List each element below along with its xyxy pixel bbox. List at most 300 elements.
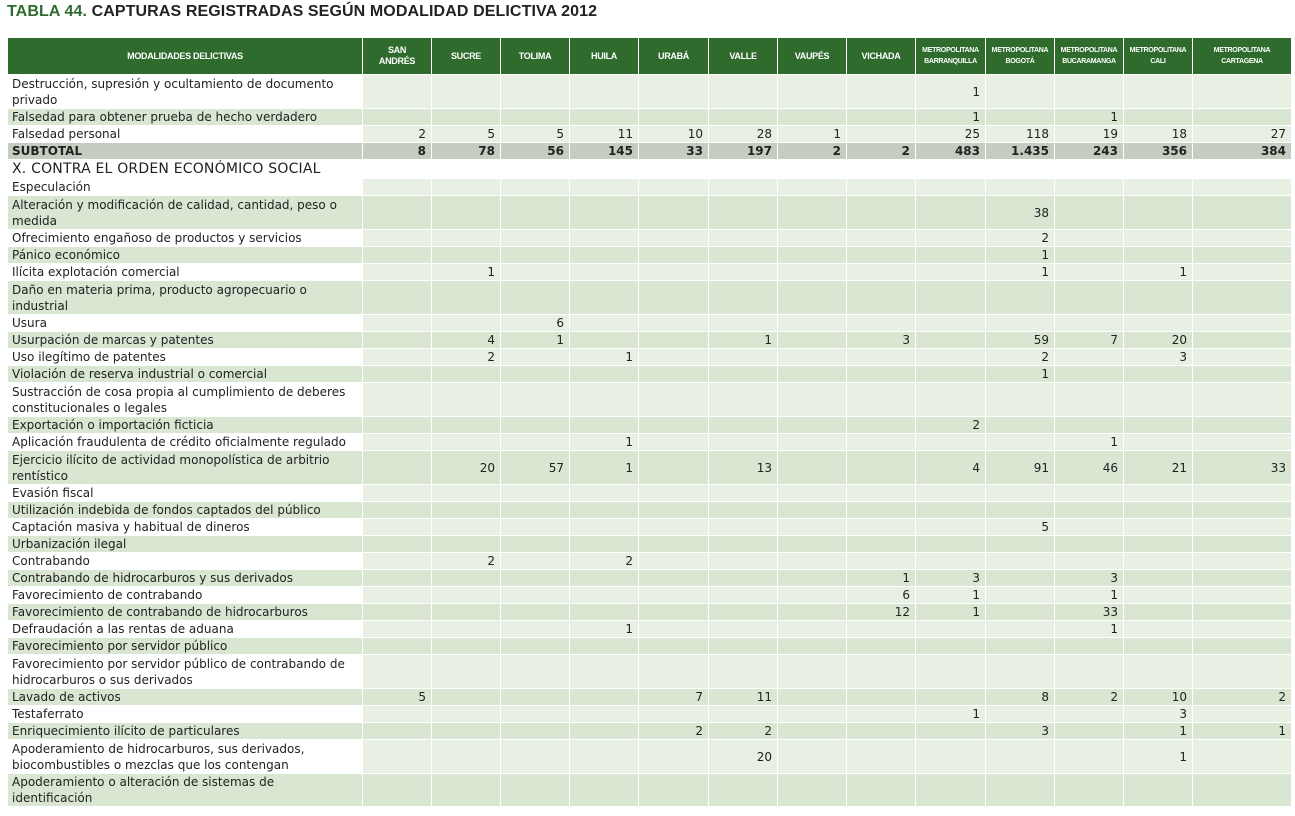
header-text: VAUPÉS <box>794 50 830 61</box>
value-cell <box>501 281 570 315</box>
value-cell <box>1193 230 1292 247</box>
value-cell <box>847 230 916 247</box>
value-cell <box>778 315 847 332</box>
value-cell: 1 <box>1055 434 1124 451</box>
value-cell <box>986 502 1055 519</box>
value-cell <box>1193 383 1292 417</box>
value-cell <box>778 281 847 315</box>
value-cell <box>363 621 432 638</box>
value-cell <box>1193 621 1292 638</box>
value-cell <box>916 638 986 655</box>
value-cell <box>501 264 570 281</box>
value-cell: 2 <box>916 417 986 434</box>
value-cell <box>778 332 847 349</box>
value-cell: 1 <box>778 126 847 143</box>
value-cell <box>1124 485 1193 502</box>
header-text: ANDRÉS <box>378 56 416 66</box>
value-cell <box>639 774 709 807</box>
value-cell <box>986 536 1055 553</box>
value-cell: 1 <box>986 264 1055 281</box>
row-label: Daño en materia prima, producto agropecuario o industrial <box>8 281 363 315</box>
value-cell <box>501 434 570 451</box>
value-cell <box>363 366 432 383</box>
value-cell: 2 <box>570 553 639 570</box>
value-cell <box>778 621 847 638</box>
value-cell: 13 <box>709 451 778 485</box>
value-cell <box>432 366 501 383</box>
row-label: Enriquecimiento ilícito de particulares <box>8 723 363 740</box>
value-cell <box>570 706 639 723</box>
row-label: Favorecimiento por servidor público <box>8 638 363 655</box>
header-col-7 <box>778 38 847 75</box>
table-row <box>8 485 1292 502</box>
value-cell <box>709 502 778 519</box>
value-cell <box>709 366 778 383</box>
value-cell <box>639 451 709 485</box>
value-cell <box>501 196 570 230</box>
table-row <box>8 247 1292 264</box>
header-text: URABÁ <box>658 50 689 61</box>
value-cell <box>1193 706 1292 723</box>
table-body <box>8 75 1292 807</box>
value-cell <box>1055 179 1124 196</box>
value-cell: 2 <box>639 723 709 740</box>
table-row <box>8 75 1292 109</box>
value-cell <box>986 570 1055 587</box>
value-cell: 243 <box>1055 143 1124 160</box>
value-cell <box>986 485 1055 502</box>
table-row <box>8 536 1292 553</box>
value-cell <box>916 723 986 740</box>
value-cell <box>847 536 916 553</box>
value-cell <box>1124 638 1193 655</box>
value-cell <box>986 774 1055 807</box>
value-cell: 1.435 <box>986 143 1055 160</box>
value-cell <box>986 383 1055 417</box>
value-cell <box>363 230 432 247</box>
value-cell <box>709 553 778 570</box>
row-label: Ofrecimiento engañoso de productos y servicios <box>8 230 363 247</box>
table-row <box>8 366 1292 383</box>
value-cell <box>432 536 501 553</box>
value-cell <box>639 434 709 451</box>
value-cell <box>501 536 570 553</box>
table-row <box>8 638 1292 655</box>
value-cell <box>709 774 778 807</box>
value-cell <box>1124 179 1193 196</box>
value-cell <box>778 638 847 655</box>
value-cell <box>1193 75 1292 109</box>
value-cell <box>639 519 709 536</box>
value-cell <box>363 315 432 332</box>
value-cell <box>778 604 847 621</box>
value-cell <box>1124 315 1193 332</box>
value-cell <box>1193 109 1292 126</box>
value-cell <box>639 332 709 349</box>
value-cell <box>639 179 709 196</box>
value-cell <box>1055 536 1124 553</box>
value-cell <box>1124 655 1193 689</box>
row-label: Falsedad personal <box>8 126 363 143</box>
value-cell <box>639 706 709 723</box>
value-cell <box>501 723 570 740</box>
table-row <box>8 196 1292 230</box>
value-cell <box>1193 281 1292 315</box>
value-cell: 118 <box>986 126 1055 143</box>
value-cell <box>570 570 639 587</box>
value-cell <box>1193 604 1292 621</box>
value-cell: 3 <box>847 332 916 349</box>
row-label: Evasión fiscal <box>8 485 363 502</box>
value-cell <box>847 179 916 196</box>
header-text: VICHADA <box>861 50 901 61</box>
value-cell <box>916 230 986 247</box>
value-cell <box>432 604 501 621</box>
value-cell <box>570 417 639 434</box>
value-cell <box>363 281 432 315</box>
table-row <box>8 587 1292 604</box>
value-cell <box>778 655 847 689</box>
value-cell <box>778 230 847 247</box>
value-cell <box>432 519 501 536</box>
header-text: METROPOLITANA <box>1213 47 1271 54</box>
value-cell <box>363 604 432 621</box>
value-cell <box>363 179 432 196</box>
header-col-12 <box>1124 38 1193 75</box>
value-cell: 1 <box>916 706 986 723</box>
header-text: BOGOTÁ <box>1005 58 1035 65</box>
value-cell <box>1055 740 1124 774</box>
value-cell <box>709 196 778 230</box>
row-label: Usurpación de marcas y patentes <box>8 332 363 349</box>
value-cell <box>501 638 570 655</box>
value-cell <box>501 587 570 604</box>
value-cell <box>432 434 501 451</box>
value-cell <box>570 332 639 349</box>
value-cell <box>986 740 1055 774</box>
value-cell: 38 <box>986 196 1055 230</box>
header-text: METROPOLITANA <box>1060 47 1118 54</box>
header-text: TOLIMA <box>518 50 552 61</box>
value-cell <box>432 723 501 740</box>
value-cell <box>363 485 432 502</box>
value-cell: 1 <box>986 247 1055 264</box>
value-cell <box>916 485 986 502</box>
value-cell <box>501 366 570 383</box>
captures-table <box>7 37 1292 807</box>
header-text: HUILA <box>591 50 617 61</box>
value-cell <box>570 281 639 315</box>
value-cell: 11 <box>570 126 639 143</box>
header-text: CALI <box>1150 58 1166 65</box>
value-cell <box>709 417 778 434</box>
value-cell <box>363 706 432 723</box>
value-cell <box>916 655 986 689</box>
value-cell <box>570 604 639 621</box>
value-cell: 20 <box>1124 332 1193 349</box>
value-cell <box>639 604 709 621</box>
value-cell <box>501 75 570 109</box>
value-cell: 1 <box>916 109 986 126</box>
value-cell <box>639 315 709 332</box>
value-cell <box>639 638 709 655</box>
value-cell: 20 <box>432 451 501 485</box>
value-cell: 10 <box>1124 689 1193 706</box>
value-cell: 356 <box>1124 143 1193 160</box>
header-col-9 <box>916 38 986 75</box>
value-cell <box>1193 740 1292 774</box>
value-cell: 2 <box>1055 689 1124 706</box>
value-cell <box>847 655 916 689</box>
value-cell <box>432 706 501 723</box>
table-row <box>8 740 1292 774</box>
value-cell: 1 <box>1055 621 1124 638</box>
value-cell <box>778 196 847 230</box>
value-cell <box>916 553 986 570</box>
value-cell <box>501 604 570 621</box>
value-cell <box>639 417 709 434</box>
value-cell <box>1055 247 1124 264</box>
row-label: Pánico económico <box>8 247 363 264</box>
row-label: Usura <box>8 315 363 332</box>
value-cell <box>639 570 709 587</box>
header-col-10 <box>986 38 1055 75</box>
value-cell <box>1055 349 1124 366</box>
value-cell <box>639 740 709 774</box>
row-label: Especulación <box>8 179 363 196</box>
value-cell <box>639 109 709 126</box>
value-cell <box>847 519 916 536</box>
value-cell <box>1193 536 1292 553</box>
value-cell <box>778 553 847 570</box>
value-cell: 1 <box>916 587 986 604</box>
value-cell: 33 <box>639 143 709 160</box>
value-cell: 3 <box>1124 706 1193 723</box>
table-row <box>8 332 1292 349</box>
header-col-3 <box>501 38 570 75</box>
row-label: Exportación o importación ficticia <box>8 417 363 434</box>
value-cell <box>778 740 847 774</box>
value-cell <box>847 689 916 706</box>
header-text: METROPOLITANA <box>1129 47 1187 54</box>
value-cell <box>639 366 709 383</box>
value-cell <box>432 75 501 109</box>
value-cell <box>847 706 916 723</box>
value-cell <box>778 502 847 519</box>
value-cell <box>1124 570 1193 587</box>
value-cell <box>570 485 639 502</box>
value-cell: 2 <box>986 230 1055 247</box>
value-cell <box>847 638 916 655</box>
value-cell <box>570 502 639 519</box>
value-cell <box>916 179 986 196</box>
table-row <box>8 349 1292 366</box>
value-cell <box>363 570 432 587</box>
value-cell <box>709 383 778 417</box>
value-cell <box>847 75 916 109</box>
value-cell <box>363 383 432 417</box>
value-cell <box>778 519 847 536</box>
value-cell <box>363 349 432 366</box>
value-cell: 1 <box>847 570 916 587</box>
value-cell <box>778 570 847 587</box>
value-cell <box>432 570 501 587</box>
row-label: Favorecimiento de contrabando de hidrocarburos <box>8 604 363 621</box>
value-cell <box>363 536 432 553</box>
value-cell <box>570 519 639 536</box>
value-cell <box>1055 502 1124 519</box>
value-cell: 2 <box>363 126 432 143</box>
value-cell <box>986 706 1055 723</box>
row-label: Contrabando <box>8 553 363 570</box>
value-cell <box>432 383 501 417</box>
value-cell <box>363 723 432 740</box>
value-cell: 8 <box>986 689 1055 706</box>
table-row <box>8 264 1292 281</box>
value-cell <box>709 638 778 655</box>
row-label: Uso ilegítimo de patentes <box>8 349 363 366</box>
table-row <box>8 230 1292 247</box>
table-row <box>8 417 1292 434</box>
value-cell <box>432 740 501 774</box>
value-cell <box>778 179 847 196</box>
value-cell <box>1055 774 1124 807</box>
value-cell: 19 <box>1055 126 1124 143</box>
value-cell <box>1124 519 1193 536</box>
value-cell <box>432 485 501 502</box>
value-cell <box>363 264 432 281</box>
value-cell <box>986 553 1055 570</box>
value-cell <box>916 247 986 264</box>
value-cell: 1 <box>1193 723 1292 740</box>
value-cell <box>847 281 916 315</box>
value-cell <box>847 315 916 332</box>
value-cell <box>570 264 639 281</box>
value-cell <box>570 587 639 604</box>
value-cell <box>501 349 570 366</box>
value-cell <box>1193 434 1292 451</box>
value-cell <box>1124 553 1193 570</box>
value-cell <box>709 536 778 553</box>
value-cell <box>432 179 501 196</box>
value-cell <box>916 519 986 536</box>
value-cell <box>363 332 432 349</box>
value-cell <box>501 621 570 638</box>
value-cell <box>432 621 501 638</box>
value-cell: 1 <box>501 332 570 349</box>
value-cell <box>639 264 709 281</box>
value-cell <box>570 689 639 706</box>
value-cell <box>639 383 709 417</box>
table-row <box>8 604 1292 621</box>
value-cell <box>1055 417 1124 434</box>
value-cell: 2 <box>432 553 501 570</box>
table-row <box>8 723 1292 740</box>
value-cell: 483 <box>916 143 986 160</box>
value-cell <box>847 621 916 638</box>
value-cell: 91 <box>986 451 1055 485</box>
value-cell: 1 <box>432 264 501 281</box>
value-cell: 1 <box>1055 109 1124 126</box>
subtotal-row <box>8 143 1292 160</box>
value-cell: 2 <box>709 723 778 740</box>
header-text: METROPOLITANA <box>922 47 979 54</box>
value-cell <box>432 502 501 519</box>
value-cell <box>1193 519 1292 536</box>
row-label: Violación de reserva industrial o comercial <box>8 366 363 383</box>
value-cell: 28 <box>709 126 778 143</box>
header-col-6 <box>709 38 778 75</box>
value-cell <box>778 706 847 723</box>
value-cell <box>1055 383 1124 417</box>
value-cell <box>1193 264 1292 281</box>
value-cell <box>570 655 639 689</box>
value-cell: 27 <box>1193 126 1292 143</box>
header-row <box>8 38 1292 75</box>
header-text: SAN <box>387 45 407 55</box>
value-cell <box>570 536 639 553</box>
value-cell: 2 <box>432 349 501 366</box>
value-cell <box>1193 502 1292 519</box>
header-text: SUCRE <box>450 50 481 61</box>
value-cell <box>501 230 570 247</box>
value-cell <box>847 451 916 485</box>
value-cell <box>709 179 778 196</box>
value-cell <box>639 553 709 570</box>
value-cell <box>916 196 986 230</box>
value-cell: 1 <box>1055 587 1124 604</box>
value-cell <box>778 434 847 451</box>
value-cell <box>847 366 916 383</box>
value-cell <box>1193 570 1292 587</box>
table-row <box>8 570 1292 587</box>
value-cell <box>778 774 847 807</box>
value-cell <box>847 196 916 230</box>
value-cell <box>363 774 432 807</box>
value-cell <box>639 621 709 638</box>
value-cell <box>916 366 986 383</box>
section-title: X. CONTRA EL ORDEN ECONÓMICO SOCIAL <box>8 160 1292 179</box>
row-label: Favorecimiento de contrabando <box>8 587 363 604</box>
value-cell <box>363 740 432 774</box>
value-cell <box>570 366 639 383</box>
value-cell <box>639 536 709 553</box>
value-cell <box>778 536 847 553</box>
value-cell <box>709 109 778 126</box>
value-cell <box>363 417 432 434</box>
value-cell <box>1055 75 1124 109</box>
value-cell <box>709 315 778 332</box>
value-cell <box>1055 638 1124 655</box>
value-cell <box>363 519 432 536</box>
value-cell <box>501 417 570 434</box>
value-cell <box>1055 485 1124 502</box>
value-cell <box>709 230 778 247</box>
value-cell <box>501 383 570 417</box>
value-cell <box>916 740 986 774</box>
value-cell: 1 <box>1124 740 1193 774</box>
value-cell <box>847 485 916 502</box>
row-label: Aplicación fraudulenta de crédito oficialmente regulado <box>8 434 363 451</box>
header-text: MODALIDADES DELICTIVAS <box>127 50 243 61</box>
value-cell <box>1193 315 1292 332</box>
value-cell <box>847 417 916 434</box>
value-cell <box>709 75 778 109</box>
table-row <box>8 519 1292 536</box>
value-cell: 18 <box>1124 126 1193 143</box>
value-cell <box>570 196 639 230</box>
value-cell <box>363 553 432 570</box>
